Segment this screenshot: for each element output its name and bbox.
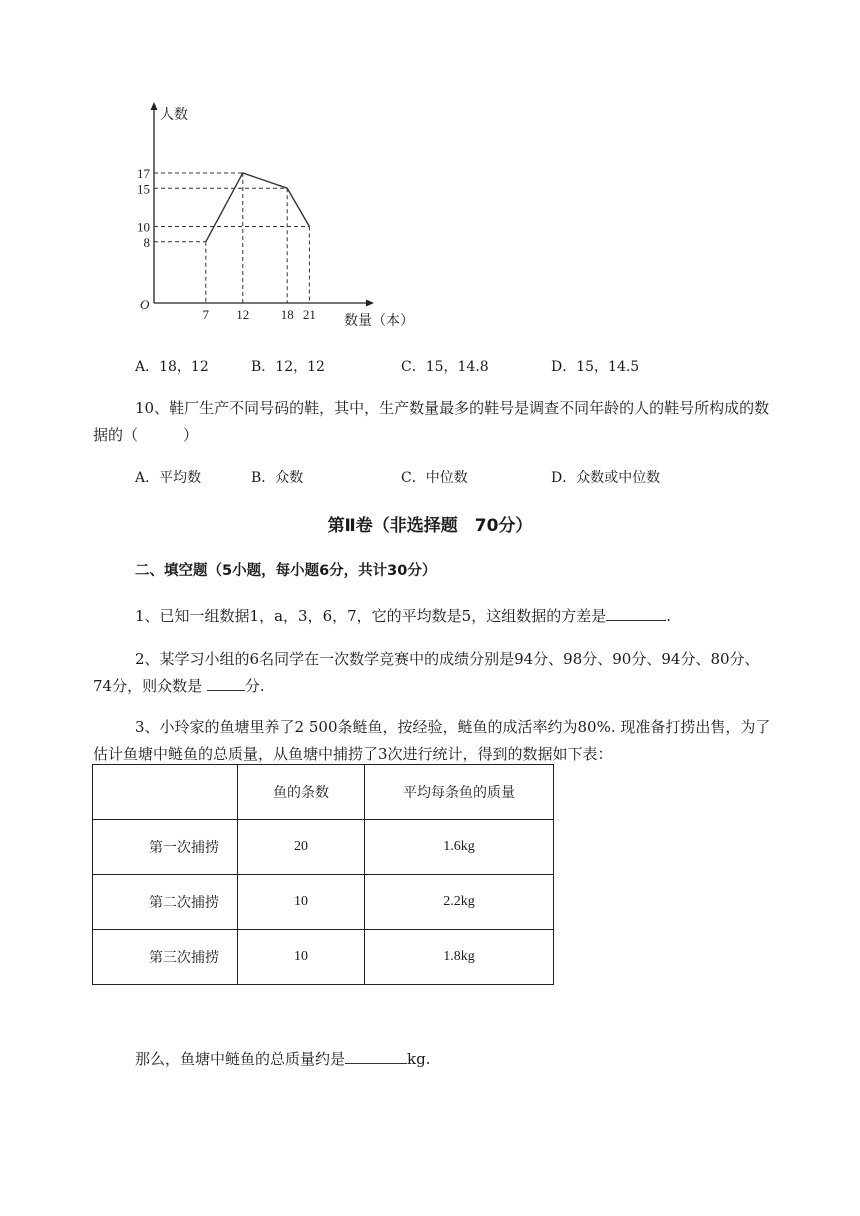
fill2-blank — [207, 677, 245, 691]
table-header-cell: 鱼的条数 — [238, 765, 365, 820]
table-header-cell — [93, 765, 238, 820]
y-tick-label: 10 — [137, 219, 150, 235]
q9-option-a: A．18，12 — [135, 359, 209, 375]
q10-text-line1: 10、鞋厂生产不同号码的鞋，其中，生产数量最多的鞋号是调查不同年龄的人的鞋号所构成的数 — [135, 399, 770, 417]
x-axis-label: 数量（本） — [344, 314, 414, 329]
fill2-line2-post: 分. — [244, 677, 265, 695]
table-header-cell: 平均每条鱼的质量 — [365, 765, 554, 820]
table-cell: 1.8kg — [365, 930, 554, 985]
fill3-line1: 3、小玲家的鱼塘里养了2 500条鲢鱼，按经验，鲢鱼的成活率约为80%. 现准备打捞出售，为了 — [135, 718, 771, 736]
y-tick-label: 15 — [137, 181, 150, 197]
table-cell: 第一次捕捞 — [93, 820, 238, 875]
table-cell: 10 — [238, 930, 365, 985]
fill3-after-pre: 那么，鱼塘中鲢鱼的总质量约是 — [135, 1050, 346, 1068]
q9-option-c: C．15，14.8 — [401, 359, 489, 375]
fill3-blank — [345, 1050, 407, 1064]
table-cell: 第三次捕捞 — [93, 930, 238, 985]
x-tick-label: 7 — [202, 307, 210, 322]
q10-option-a: A．平均数 — [135, 470, 202, 486]
q10-option-b: B．众数 — [251, 470, 304, 486]
y-axis-arrow — [151, 102, 158, 110]
q9-option-d: D．15，14.5 — [551, 359, 640, 375]
fill1-question — [135, 605, 671, 626]
x-tick-label: 18 — [280, 307, 294, 322]
table-cell: 20 — [238, 820, 365, 875]
table-cell: 1.6kg — [365, 820, 554, 875]
table-header-row — [93, 765, 554, 820]
fill1-blank — [606, 607, 666, 621]
table-row — [93, 875, 554, 930]
fill2-line2-pre: 74分，则众数是 — [93, 677, 207, 695]
q10-option-c: C．中位数 — [401, 470, 468, 486]
x-tick-label: 21 — [302, 307, 316, 322]
y-tick-label: 8 — [143, 234, 150, 250]
origin-label: O — [140, 297, 150, 312]
q9-option-b: B．12，12 — [251, 359, 325, 375]
q10-text-line2: 据的（ ） — [93, 426, 199, 444]
fill3-after — [135, 1048, 430, 1069]
fish-catch-table — [92, 764, 554, 985]
table-cell: 2.2kg — [365, 875, 554, 930]
series-line — [206, 173, 310, 242]
table-row — [93, 820, 554, 875]
fill1-end: . — [666, 607, 671, 625]
q10-option-d: D．众数或中位数 — [551, 470, 661, 486]
table-cell: 10 — [238, 875, 365, 930]
x-tick-label: 12 — [236, 307, 250, 322]
y-axis-label: 人数 — [160, 108, 188, 123]
fill3-line2: 估计鱼塘中鲢鱼的总质量，从鱼塘中捕捞了3次进行统计，得到的数据如下表： — [93, 745, 613, 763]
fill2-line1: 2、某学习小组的6名同学在一次数学竞赛中的成绩分别是94分、98分、90分、94分、80分、 — [135, 650, 760, 668]
fill1-text: 1、已知一组数据1，a，3，6，7，它的平均数是5，这组数据的方差是 — [135, 607, 607, 625]
y-tick-label: 17 — [137, 165, 150, 181]
x-axis-arrow — [366, 300, 374, 307]
table-row — [93, 930, 554, 985]
fill2-line2 — [93, 675, 265, 696]
table-cell: 第二次捕捞 — [93, 875, 238, 930]
line-chart — [130, 98, 414, 338]
fill3-after-post: kg. — [407, 1050, 431, 1068]
section2-heading: 二、填空题（5小题，每小题6分，共计30分） — [135, 563, 437, 579]
part2-title: 第Ⅱ卷（非选择题 70分） — [327, 516, 533, 536]
